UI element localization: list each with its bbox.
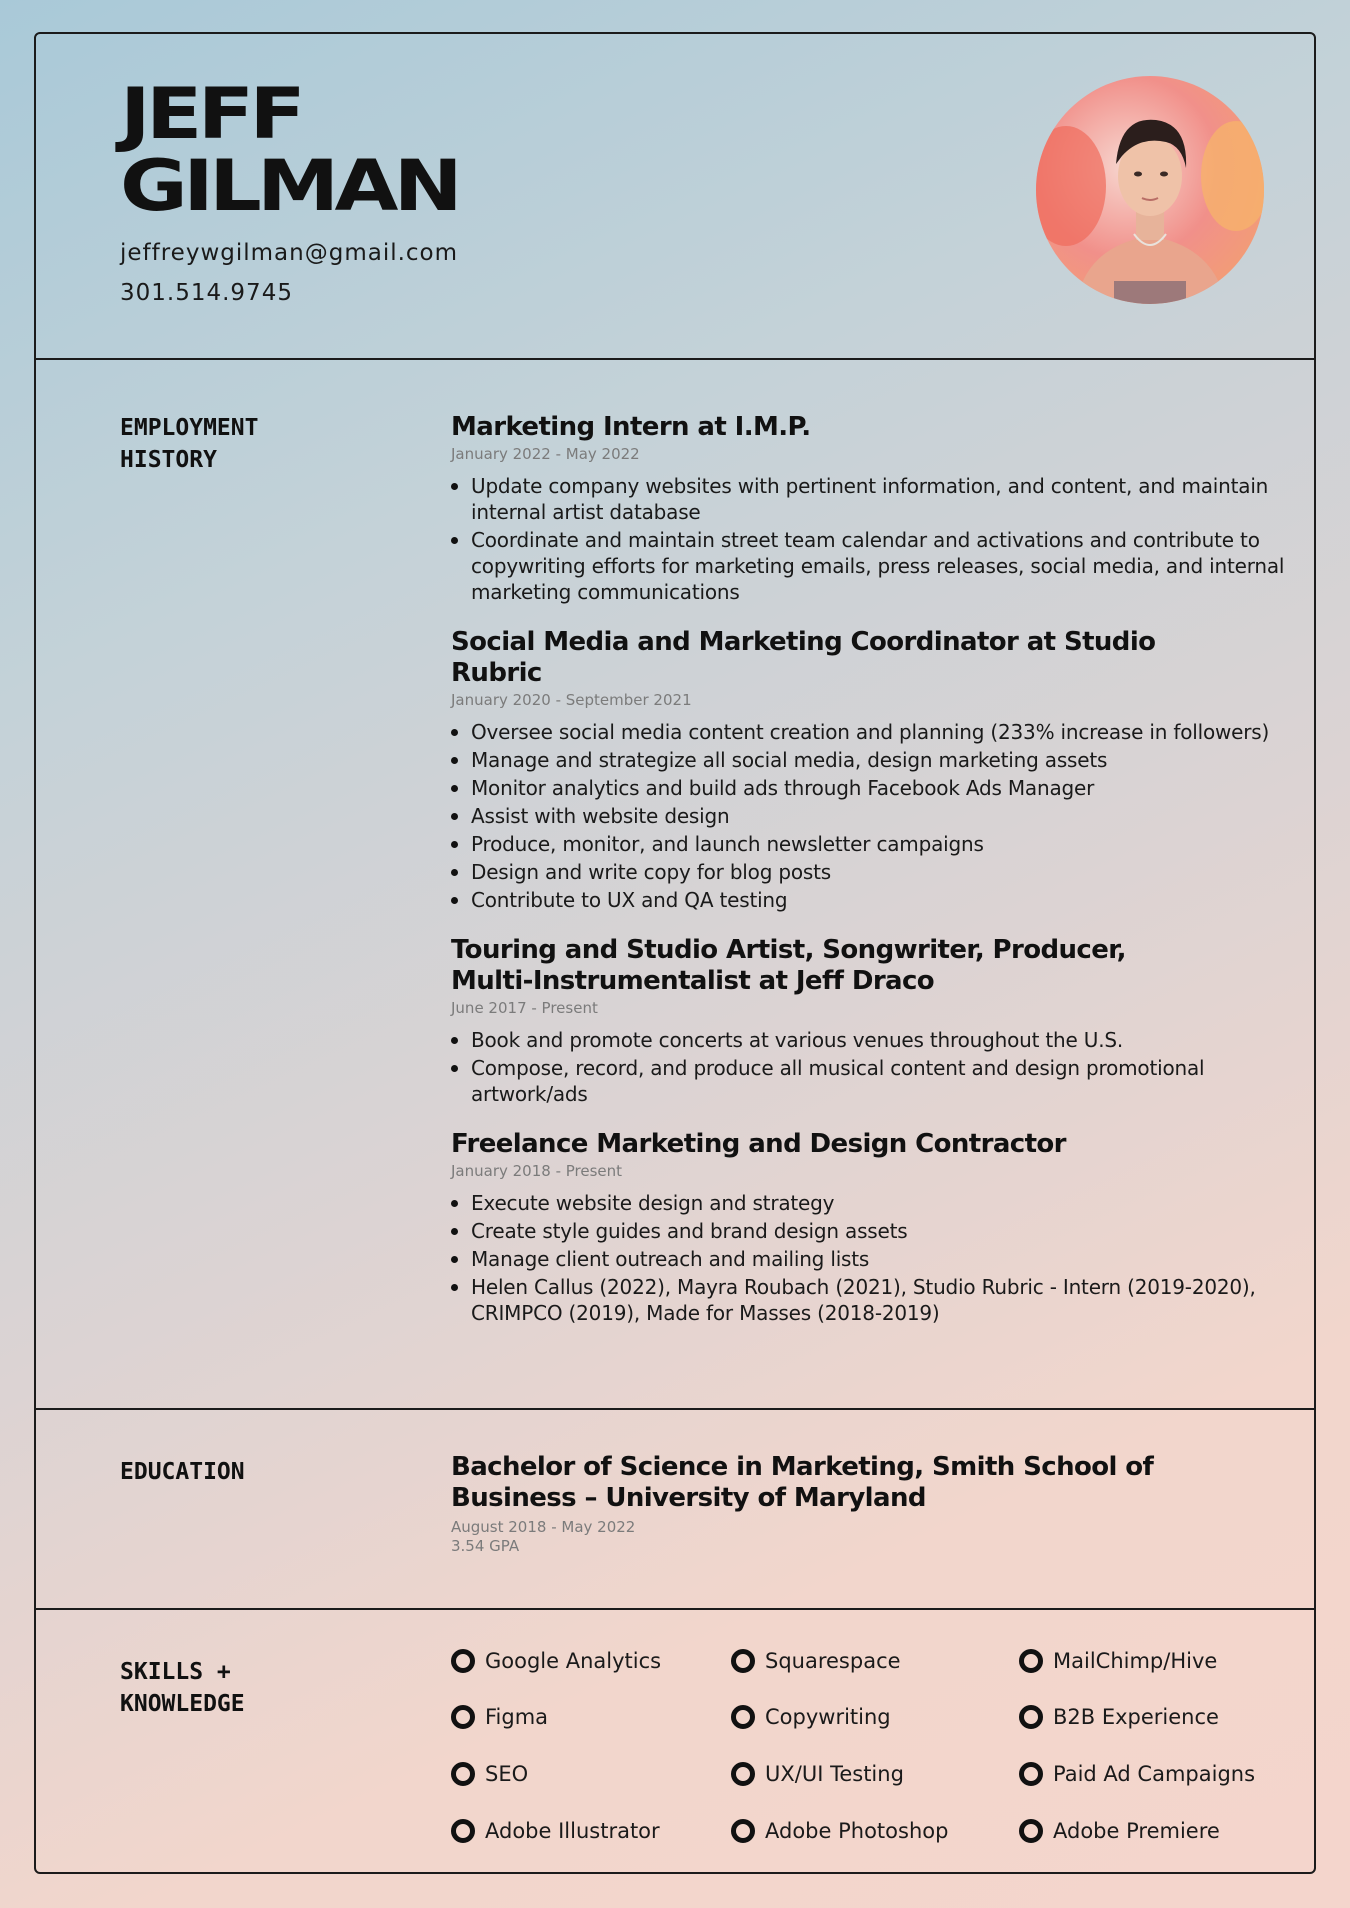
- skill-item: [451, 1705, 548, 1729]
- job-bullet: Oversee social media content creation and planning (233% increase in followers): [451, 719, 1311, 745]
- job-bullets: [451, 473, 1311, 605]
- last-name: GILMAN: [120, 145, 459, 227]
- skill-item: [731, 1649, 901, 1673]
- skills-label: SKILLS + KNOWLEDGE: [120, 1659, 245, 1717]
- employment-label: EMPLOYMENT HISTORY: [120, 415, 259, 473]
- skill-item: [451, 1819, 660, 1843]
- skill-label: Figma: [485, 1705, 549, 1729]
- skill-item: [451, 1649, 661, 1673]
- job-bullet: Produce, monitor, and launch newsletter campaigns: [451, 831, 1311, 857]
- education-label: EDUCATION: [120, 1459, 245, 1485]
- job-dates: January 2020 - September 2021: [451, 691, 692, 709]
- education-entry: [451, 1452, 1311, 1556]
- skill-item: [1019, 1819, 1220, 1843]
- circle-bullet-icon: [731, 1819, 755, 1843]
- skill-label: Google Analytics: [485, 1649, 662, 1673]
- email-text[interactable]: jeffreywgilman@gmail.com: [120, 240, 459, 266]
- skill-item: [731, 1762, 904, 1786]
- job-bullet: Coordinate and maintain street team calendar and activations and contribute to copywriting efforts for marketing emails, press releases, social media, and internal marketing communications: [451, 527, 1311, 605]
- job-bullet: Contribute to UX and QA testing: [451, 887, 1311, 913]
- skill-label: UX/UI Testing: [765, 1762, 904, 1786]
- skill-item: [731, 1819, 948, 1843]
- skill-item: [1019, 1705, 1219, 1729]
- job-bullet: Compose, record, and produce all musical content and design promotional artwork/ads: [451, 1055, 1311, 1107]
- education-divider: [36, 1608, 1314, 1610]
- skill-label: Adobe Illustrator: [485, 1819, 660, 1843]
- job-bullet: Create style guides and brand design assets: [451, 1218, 1311, 1244]
- job-bullet: Book and promote concerts at various venues throughout the U.S.: [451, 1027, 1311, 1053]
- skill-label: Squarespace: [765, 1649, 901, 1673]
- job-bullet: Monitor analytics and build ads through Facebook Ads Manager: [451, 775, 1311, 801]
- skill-label: B2B Experience: [1053, 1705, 1219, 1729]
- candidate-name: [120, 73, 459, 227]
- employment-list: [451, 412, 1311, 1348]
- job-bullet: Update company websites with pertinent information, and content, and maintain internal artist database: [451, 473, 1311, 525]
- skill-label: MailChimp/Hive: [1053, 1649, 1218, 1673]
- circle-bullet-icon: [451, 1762, 475, 1786]
- job-bullet: Execute website design and strategy: [451, 1190, 1311, 1216]
- job-title: Marketing Intern at I.M.P.: [451, 412, 811, 442]
- circle-bullet-icon: [731, 1649, 755, 1673]
- job-bullet: Helen Callus (2022), Mayra Roubach (2021), Studio Rubric - Intern (2019-2020), CRIMPCO (2019), Made for Masses (2018-2019): [451, 1274, 1311, 1326]
- education-dates: August 2018 - May 2022: [451, 1518, 636, 1536]
- skill-item: [451, 1762, 528, 1786]
- job-bullet: Design and write copy for blog posts: [451, 859, 1311, 885]
- skill-item: [1019, 1649, 1217, 1673]
- skill-label: Adobe Premiere: [1053, 1819, 1220, 1843]
- skill-label: Adobe Photoshop: [765, 1819, 949, 1843]
- skill-item: [1019, 1762, 1255, 1786]
- profile-photo: [1036, 76, 1264, 304]
- degree-title: Bachelor of Science in Marketing, Smith School of Business – University of Maryland: [451, 1452, 1154, 1513]
- circle-bullet-icon: [731, 1705, 755, 1729]
- resume-frame: [34, 32, 1316, 1874]
- circle-bullet-icon: [1019, 1819, 1043, 1843]
- circle-bullet-icon: [1019, 1762, 1043, 1786]
- circle-bullet-icon: [1019, 1705, 1043, 1729]
- job-dates: January 2018 - Present: [451, 1162, 623, 1180]
- circle-bullet-icon: [1019, 1649, 1043, 1673]
- skill-label: Paid Ad Campaigns: [1053, 1762, 1256, 1786]
- circle-bullet-icon: [451, 1819, 475, 1843]
- phone-text[interactable]: 301.514.9745: [120, 280, 293, 306]
- education-gpa: 3.54 GPA: [451, 1537, 520, 1555]
- circle-bullet-icon: [451, 1649, 475, 1673]
- job-bullet: Assist with website design: [451, 803, 1311, 829]
- skill-label: Copywriting: [765, 1705, 891, 1729]
- job-entry: [451, 412, 1311, 605]
- job-bullets: [451, 719, 1311, 913]
- job-bullets: [451, 1027, 1311, 1107]
- job-title: Freelance Marketing and Design Contractor: [451, 1129, 1066, 1159]
- header-divider: [36, 358, 1314, 360]
- job-dates: January 2022 - May 2022: [451, 445, 640, 463]
- job-dates: June 2017 - Present: [451, 999, 598, 1017]
- job-bullet: Manage and strategize all social media, design marketing assets: [451, 747, 1311, 773]
- job-entry: [451, 1129, 1311, 1326]
- job-title: Social Media and Marketing Coordinator at Studio Rubric: [451, 627, 1156, 688]
- skill-label: SEO: [485, 1762, 529, 1786]
- job-title: Touring and Studio Artist, Songwriter, Producer, Multi-Instrumentalist at Jeff Draco: [451, 935, 1126, 996]
- job-bullets: [451, 1190, 1311, 1326]
- employment-divider: [36, 1408, 1314, 1410]
- skill-item: [731, 1705, 891, 1729]
- job-bullet: Manage client outreach and mailing lists: [451, 1246, 1311, 1272]
- job-entry: [451, 627, 1311, 913]
- circle-bullet-icon: [731, 1762, 755, 1786]
- job-entry: [451, 935, 1311, 1107]
- circle-bullet-icon: [451, 1705, 475, 1729]
- first-name: JEFF: [120, 73, 302, 155]
